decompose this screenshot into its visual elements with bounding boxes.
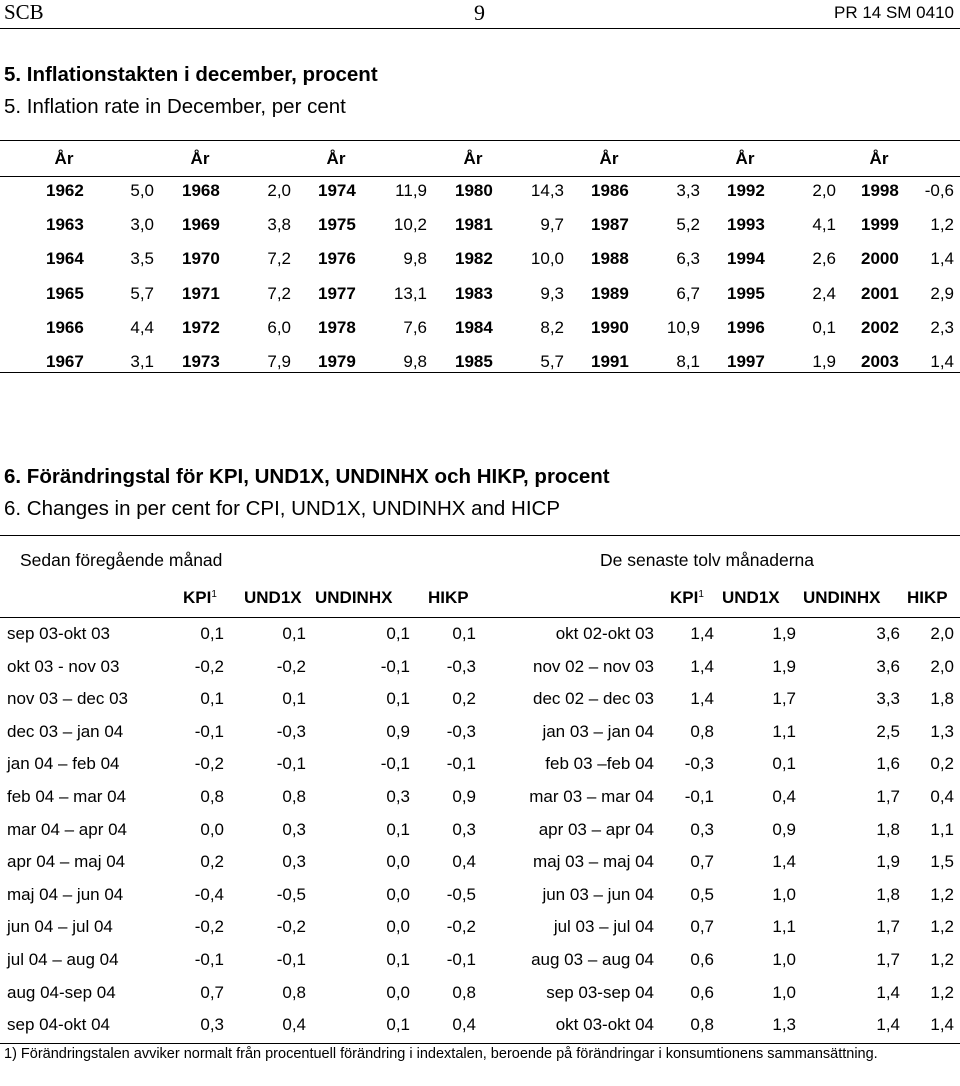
table-row — [0, 181, 960, 211]
annual-change-cell: 2,5 — [876, 721, 900, 741]
monthly-change-cell: -0,4 — [194, 884, 224, 904]
year-column-header: År — [326, 149, 346, 168]
annual-change-cell: 0,1 — [772, 754, 796, 774]
und1x-column-header-label: UND1X — [244, 588, 302, 607]
inflation-value-cell: 1,2 — [930, 215, 954, 234]
annual-change-cell: 1,1 — [772, 917, 796, 937]
monthly-change-cell: 0,1 — [452, 624, 476, 643]
inflation-value-cell: 2,3 — [930, 318, 954, 337]
annual-change-cell: 1,4 — [876, 1015, 900, 1035]
monthly-change-cell: 0,1 — [386, 819, 410, 839]
inflation-value-cell: 13,1 — [393, 284, 427, 303]
undinhx-12m-column-header — [803, 588, 880, 608]
monthly-change-cell: 0,8 — [200, 787, 224, 806]
annual-change-cell: 1,0 — [772, 884, 796, 904]
annual-change-cell: 1,6 — [876, 754, 900, 774]
year-cell: 1965 — [46, 284, 84, 303]
year-column-header: År — [735, 149, 755, 168]
table5-title-sv: 5. Inflationstakten i december, procent — [4, 63, 378, 86]
annual-period-label: maj 03 – maj 04 — [533, 852, 654, 872]
inflation-value-cell: 11,9 — [395, 181, 427, 200]
table-row — [0, 352, 960, 382]
table-row — [0, 215, 960, 245]
year-cell: 1989 — [591, 284, 629, 303]
monthly-change-cell: -0,5 — [446, 884, 476, 904]
table6-top-rule — [0, 535, 960, 536]
monthly-change-cell: -0,1 — [194, 721, 224, 741]
year-cell: 1981 — [455, 215, 493, 234]
inflation-value-cell: 8,2 — [540, 318, 564, 337]
year-cell: 1963 — [46, 215, 84, 234]
year-cell: 1962 — [46, 181, 84, 200]
table6-title-en: 6. Changes in per cent for CPI, UND1X, UNDINHX and HICP — [4, 497, 560, 520]
monthly-period-label: feb 04 – mar 04 — [7, 787, 127, 806]
year-cell: 1966 — [46, 318, 84, 337]
inflation-value-cell: 7,2 — [267, 249, 291, 268]
annual-change-cell: 1,7 — [772, 689, 796, 709]
table-row — [0, 950, 960, 980]
undinhx-column-header-label: UNDINHX — [315, 588, 393, 607]
annual-change-cell: 1,2 — [930, 950, 954, 969]
table-row — [0, 689, 960, 719]
year-cell: 1994 — [727, 249, 765, 268]
monthly-period-label: nov 03 – dec 03 — [7, 689, 128, 709]
year-cell: 2000 — [861, 249, 899, 268]
kpi-12m-column-header — [670, 588, 704, 608]
annual-period-label: sep 03-sep 04 — [546, 982, 654, 1002]
kpi-column-header — [183, 588, 217, 608]
kpi-column-header-label: KPI — [183, 588, 212, 607]
table6-title-sv: 6. Förändringstal för KPI, UND1X, UNDINHX och HIKP, procent — [4, 465, 610, 488]
monthly-change-cell: -0,1 — [194, 950, 224, 969]
annual-period-label: jun 03 – jun 04 — [542, 884, 654, 904]
table5-bottom-rule — [0, 372, 960, 373]
table-row — [0, 852, 960, 882]
inflation-value-cell: 3,5 — [130, 249, 154, 268]
year-cell: 1999 — [861, 215, 899, 234]
year-cell: 1976 — [318, 249, 356, 268]
monthly-change-cell: -0,2 — [194, 754, 224, 774]
table-row — [0, 284, 960, 314]
monthly-period-label: jun 04 – jul 04 — [7, 917, 113, 937]
table-row — [0, 657, 960, 687]
annual-change-cell: 0,2 — [930, 754, 954, 774]
annual-period-label: jul 03 – jul 04 — [553, 917, 654, 937]
annual-period-label: nov 02 – nov 03 — [533, 656, 654, 676]
monthly-period-label: jul 04 – aug 04 — [7, 950, 119, 969]
inflation-value-cell: 10,2 — [393, 215, 427, 234]
annual-change-cell: -0,1 — [684, 787, 714, 806]
table-row — [0, 318, 960, 348]
hikp-column-header — [428, 588, 469, 608]
year-cell: 1983 — [455, 284, 493, 303]
monthly-change-cell: -0,1 — [446, 950, 476, 969]
monthly-change-cell: -0,1 — [380, 656, 410, 676]
annual-period-label: dec 02 – dec 03 — [533, 689, 654, 709]
inflation-value-cell: 5,0 — [130, 181, 154, 200]
monthly-change-cell: 0,3 — [452, 819, 476, 839]
inflation-value-cell: 2,4 — [812, 284, 836, 303]
hikp-12m-column-header — [907, 588, 948, 608]
annual-change-cell: 1,9 — [772, 656, 796, 676]
annual-period-label: aug 03 – aug 04 — [531, 950, 654, 969]
monthly-change-cell: -0,3 — [276, 721, 306, 741]
year-cell: 1972 — [182, 318, 220, 337]
inflation-value-cell: 9,7 — [540, 215, 564, 234]
monthly-change-cell: -0,5 — [276, 884, 306, 904]
table6-right-header: De senaste tolv månaderna — [600, 550, 815, 570]
monthly-change-cell: -0,2 — [276, 656, 306, 676]
monthly-change-cell: 0,1 — [200, 624, 224, 643]
annual-change-cell: 1,8 — [876, 819, 900, 839]
year-cell: 1979 — [318, 352, 356, 371]
monthly-period-label: jan 04 – feb 04 — [7, 754, 120, 774]
monthly-period-label: okt 03 - nov 03 — [7, 656, 120, 676]
monthly-change-cell: 0,8 — [282, 982, 306, 1002]
annual-change-cell: 0,9 — [772, 819, 796, 839]
annual-period-label: apr 03 – apr 04 — [538, 819, 654, 839]
und1x-12m-column-header-label: UND1X — [722, 588, 780, 607]
year-cell: 1980 — [455, 181, 493, 200]
kpi-12m-column-header-label: KPI — [670, 588, 699, 607]
monthly-change-cell: 0,1 — [386, 624, 410, 643]
footnote-marker: 1 — [698, 589, 704, 600]
inflation-value-cell: 1,4 — [930, 249, 954, 268]
table-row — [0, 885, 960, 915]
annual-change-cell: 1,7 — [876, 787, 900, 806]
inflation-value-cell: 5,7 — [540, 352, 564, 371]
inflation-value-cell: 5,2 — [676, 215, 700, 234]
table-row — [0, 917, 960, 947]
annual-change-cell: 0,5 — [690, 884, 714, 904]
year-cell: 1995 — [727, 284, 765, 303]
year-cell: 1982 — [455, 249, 493, 268]
undinhx-12m-column-header-label: UNDINHX — [803, 588, 881, 607]
footnote: 1) Förändringstalen avviker normalt från procentuell förändring i indextalen, beroende på förändringar i konsumtionens sammansättning. — [4, 1046, 878, 1062]
inflation-value-cell: 8,1 — [676, 352, 700, 371]
monthly-change-cell: 0,2 — [200, 852, 224, 872]
year-cell: 1984 — [455, 318, 493, 337]
annual-change-cell: 1,4 — [930, 1015, 954, 1035]
table-row — [0, 722, 960, 752]
table-row — [0, 820, 960, 850]
monthly-period-label: apr 04 – maj 04 — [7, 852, 126, 872]
annual-change-cell: 1,7 — [876, 917, 900, 937]
inflation-value-cell: 3,8 — [267, 215, 291, 234]
annual-change-cell: 1,4 — [876, 982, 900, 1002]
annual-change-cell: 3,6 — [876, 656, 900, 676]
year-column-header: År — [463, 149, 483, 168]
annual-change-cell: 1,9 — [772, 624, 796, 643]
year-cell: 1986 — [591, 181, 629, 200]
year-cell: 1977 — [318, 284, 356, 303]
inflation-value-cell: 10,9 — [666, 318, 700, 337]
annual-change-cell: 1,5 — [930, 852, 954, 872]
annual-change-cell: 1,2 — [930, 917, 954, 937]
table6-header-rule — [0, 617, 960, 618]
annual-change-cell: 3,6 — [876, 624, 900, 643]
inflation-value-cell: 6,7 — [676, 284, 700, 303]
monthly-period-label: sep 04-okt 04 — [7, 1015, 111, 1035]
annual-change-cell: 1,8 — [930, 689, 954, 709]
annual-change-cell: 0,7 — [690, 852, 714, 872]
monthly-period-label: sep 03-okt 03 — [7, 624, 111, 643]
monthly-change-cell: 0,3 — [386, 787, 410, 806]
monthly-change-cell: 0,0 — [386, 917, 410, 937]
monthly-period-label: aug 04-sep 04 — [7, 982, 116, 1002]
table-row — [0, 787, 960, 817]
annual-change-cell: 0,4 — [930, 787, 954, 806]
year-cell: 2003 — [861, 352, 899, 371]
monthly-change-cell: -0,1 — [276, 754, 306, 774]
year-cell: 1990 — [591, 318, 629, 337]
inflation-value-cell: 2,0 — [267, 181, 291, 200]
year-cell: 1993 — [727, 215, 765, 234]
annual-change-cell: 0,6 — [690, 982, 714, 1002]
year-cell: 2001 — [861, 284, 899, 303]
table6-bottom-rule — [0, 1043, 960, 1044]
annual-change-cell: 0,8 — [690, 721, 714, 741]
inflation-value-cell: 1,4 — [930, 352, 954, 371]
monthly-change-cell: 0,4 — [452, 1015, 476, 1035]
inflation-value-cell: 2,0 — [812, 181, 836, 200]
monthly-change-cell: 0,2 — [452, 689, 476, 709]
monthly-change-cell: -0,2 — [276, 917, 306, 937]
year-cell: 1967 — [46, 352, 84, 371]
annual-change-cell: 1,9 — [876, 852, 900, 872]
inflation-value-cell: 10,0 — [530, 249, 564, 268]
monthly-change-cell: 0,8 — [452, 982, 476, 1002]
monthly-change-cell: -0,2 — [194, 656, 224, 676]
year-cell: 1971 — [182, 284, 220, 303]
monthly-change-cell: 0,1 — [282, 624, 306, 643]
inflation-value-cell: 3,3 — [676, 181, 700, 200]
table5-header-row — [0, 149, 960, 179]
year-cell: 1975 — [318, 215, 356, 234]
year-cell: 1991 — [591, 352, 629, 371]
inflation-value-cell: 3,1 — [130, 352, 154, 371]
table-row — [0, 983, 960, 1013]
inflation-value-cell: -0,6 — [924, 181, 954, 200]
monthly-change-cell: 0,4 — [452, 852, 476, 872]
inflation-value-cell: 4,1 — [812, 215, 836, 234]
annual-change-cell: 1,2 — [930, 884, 954, 904]
monthly-period-label: dec 03 – jan 04 — [7, 721, 124, 741]
inflation-value-cell: 7,9 — [267, 352, 291, 371]
inflation-value-cell: 5,7 — [130, 284, 154, 303]
und1x-column-header — [244, 588, 302, 608]
annual-change-cell: 0,8 — [690, 1015, 714, 1035]
footnote-marker: 1 — [211, 589, 217, 600]
monthly-change-cell: -0,1 — [276, 950, 306, 969]
table-row — [0, 249, 960, 279]
monthly-change-cell: 0,0 — [386, 852, 410, 872]
annual-period-label: okt 02-okt 03 — [555, 624, 654, 643]
inflation-value-cell: 1,9 — [812, 352, 836, 371]
inflation-value-cell: 3,0 — [130, 215, 154, 234]
monthly-change-cell: 0,3 — [282, 819, 306, 839]
monthly-period-label: mar 04 – apr 04 — [7, 819, 128, 839]
inflation-value-cell: 14,3 — [530, 181, 564, 200]
header-rule — [0, 28, 960, 29]
monthly-change-cell: -0,2 — [194, 917, 224, 937]
monthly-change-cell: 0,1 — [282, 689, 306, 709]
table5-header-rule — [0, 176, 960, 177]
undinhx-column-header — [315, 588, 392, 608]
year-cell: 1988 — [591, 249, 629, 268]
monthly-change-cell: 0,4 — [282, 1015, 306, 1035]
year-cell: 1968 — [182, 181, 220, 200]
report-id: PR 14 SM 0410 — [833, 3, 954, 22]
annual-change-cell: 1,0 — [772, 950, 796, 969]
table5-title-en: 5. Inflation rate in December, per cent — [4, 95, 346, 118]
annual-change-cell: 1,3 — [772, 1015, 796, 1035]
annual-change-cell: 1,7 — [876, 950, 900, 969]
monthly-change-cell: 0,9 — [386, 721, 410, 741]
annual-change-cell: 0,4 — [772, 787, 796, 806]
monthly-change-cell: 0,0 — [386, 982, 410, 1002]
monthly-change-cell: -0,3 — [446, 721, 476, 741]
annual-period-label: okt 03-okt 04 — [555, 1015, 654, 1035]
monthly-change-cell: 0,1 — [386, 950, 410, 969]
und1x-12m-column-header — [722, 588, 780, 608]
page-header — [0, 0, 960, 26]
year-cell: 1985 — [455, 352, 493, 371]
monthly-change-cell: -0,1 — [446, 754, 476, 774]
annual-change-cell: 1,4 — [772, 852, 796, 872]
monthly-change-cell: 0,8 — [282, 787, 306, 806]
inflation-value-cell: 6,3 — [676, 249, 700, 268]
year-cell: 1978 — [318, 318, 356, 337]
year-cell: 1996 — [727, 318, 765, 337]
annual-change-cell: 1,4 — [690, 656, 714, 676]
inflation-value-cell: 0,1 — [812, 318, 836, 337]
annual-change-cell: 0,6 — [690, 950, 714, 969]
year-cell: 1964 — [46, 249, 84, 268]
monthly-change-cell: 0,3 — [200, 1015, 224, 1035]
year-cell: 1997 — [727, 352, 765, 371]
monthly-change-cell: 0,1 — [386, 689, 410, 709]
year-cell: 2002 — [861, 318, 899, 337]
inflation-value-cell: 9,8 — [403, 249, 427, 268]
year-cell: 1969 — [182, 215, 220, 234]
monthly-change-cell: 0,0 — [200, 819, 224, 839]
annual-change-cell: 1,3 — [930, 721, 954, 741]
year-cell: 1998 — [861, 181, 899, 200]
monthly-change-cell: 0,0 — [386, 884, 410, 904]
page-number: 9 — [474, 0, 485, 25]
hikp-column-header-label: HIKP — [428, 588, 469, 607]
publisher-label: SCB — [4, 0, 44, 24]
monthly-period-label: maj 04 – jun 04 — [7, 884, 124, 904]
monthly-change-cell: 0,9 — [452, 787, 476, 806]
table6-left-header: Sedan föregående månad — [20, 550, 223, 570]
annual-change-cell: 1,4 — [690, 624, 714, 643]
table-row — [0, 1015, 960, 1045]
annual-change-cell: 0,3 — [690, 819, 714, 839]
inflation-value-cell: 9,8 — [403, 352, 427, 371]
year-column-header: År — [54, 149, 74, 168]
year-column-header: År — [869, 149, 889, 168]
inflation-value-cell: 7,2 — [267, 284, 291, 303]
annual-change-cell: 0,7 — [690, 917, 714, 937]
monthly-change-cell: 0,1 — [200, 689, 224, 709]
monthly-change-cell: 0,1 — [386, 1015, 410, 1035]
year-column-header: År — [599, 149, 619, 168]
annual-change-cell: 1,0 — [772, 982, 796, 1002]
monthly-change-cell: 0,3 — [282, 852, 306, 872]
monthly-change-cell: 0,7 — [200, 982, 224, 1002]
monthly-change-cell: -0,2 — [446, 917, 476, 937]
annual-change-cell: 1,8 — [876, 884, 900, 904]
table5-top-rule — [0, 140, 960, 141]
annual-change-cell: -0,3 — [684, 754, 714, 774]
monthly-change-cell: -0,3 — [446, 656, 476, 676]
annual-change-cell: 1,1 — [930, 819, 954, 839]
annual-change-cell: 3,3 — [876, 689, 900, 709]
table-row — [0, 754, 960, 784]
annual-change-cell: 2,0 — [930, 656, 954, 676]
inflation-value-cell: 2,9 — [930, 284, 954, 303]
inflation-value-cell: 9,3 — [540, 284, 564, 303]
inflation-value-cell: 4,4 — [130, 318, 154, 337]
hikp-12m-column-header-label: HIKP — [907, 588, 948, 607]
year-column-header: År — [190, 149, 210, 168]
year-cell: 1987 — [591, 215, 629, 234]
year-cell: 1970 — [182, 249, 220, 268]
inflation-value-cell: 6,0 — [267, 318, 291, 337]
year-cell: 1973 — [182, 352, 220, 371]
inflation-value-cell: 7,6 — [403, 318, 427, 337]
annual-change-cell: 1,2 — [930, 982, 954, 1002]
table-row — [0, 624, 960, 654]
annual-change-cell: 2,0 — [930, 624, 954, 643]
annual-change-cell: 1,4 — [690, 689, 714, 709]
year-cell: 1974 — [318, 181, 356, 200]
annual-period-label: mar 03 – mar 04 — [529, 787, 654, 806]
annual-period-label: feb 03 –feb 04 — [545, 754, 654, 774]
annual-period-label: jan 03 – jan 04 — [542, 721, 654, 741]
inflation-value-cell: 2,6 — [812, 249, 836, 268]
year-cell: 1992 — [727, 181, 765, 200]
annual-change-cell: 1,1 — [772, 721, 796, 741]
monthly-change-cell: -0,1 — [380, 754, 410, 774]
